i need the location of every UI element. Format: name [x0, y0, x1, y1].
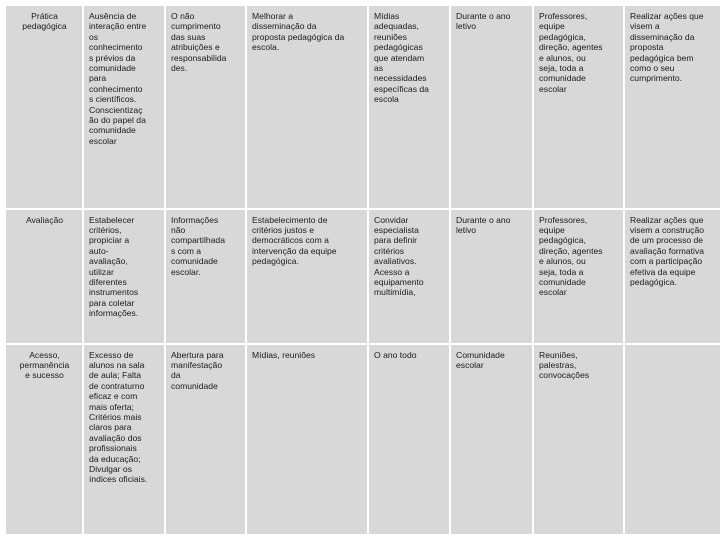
table-cell: [84, 345, 164, 534]
cell-text: Realizar ações que visem a construção de um processo de avaliação formativa com a participação efetiva da equipe pedagógica.: [630, 214, 705, 287]
table-cell: [166, 345, 245, 534]
cell-text: Reuniões, palestras, convocações: [539, 349, 590, 381]
table-cell: [247, 6, 367, 208]
row-header-cell: [6, 6, 82, 208]
cell-text: Mídias adequadas, reuniões pedagógicas que atendam as necessidades específicas da escola: [374, 11, 429, 105]
table-row: [6, 345, 720, 534]
cell-text: O não cumprimento das suas atribuições e responsabilida des.: [171, 11, 227, 74]
cell-text: Estabelecimento de critérios justos e democráticos com a intervenção da equipe pedagógica.: [252, 214, 337, 267]
action-plan-table: [4, 4, 720, 536]
cell-text: Prática pedagógica: [22, 11, 67, 32]
table-cell: [247, 210, 367, 343]
row-header-cell: [6, 210, 82, 343]
table-row: [6, 6, 720, 208]
table-cell: [166, 6, 245, 208]
cell-text: Abertura para manifestação da comunidade: [171, 349, 224, 391]
cell-text: Informações não compartilhada s com a comunidade escolar.: [171, 214, 225, 277]
cell-text: Acesso, permanência e sucesso: [19, 349, 70, 381]
table-cell: [625, 6, 720, 208]
cell-text: Comunidade escolar: [456, 349, 505, 370]
cell-text: O ano todo: [374, 349, 417, 360]
table-cell: [534, 210, 623, 343]
table-cell: [534, 345, 623, 534]
cell-text: Realizar ações que visem a disseminação da proposta pedagógica bem como o seu cumprimento.: [630, 11, 704, 84]
cell-text: Avaliação: [25, 214, 64, 225]
cell-text: Durante o ano letivo: [456, 11, 511, 32]
table-cell: [247, 345, 367, 534]
cell-text: Excesso de alunos na sala de aula; Falta de contraturno eficaz e com mais oferta; Critérios mais claros para avaliação dos profissionais da educação; Divulgar os índices oficiais.: [89, 349, 148, 485]
table-cell: [451, 6, 532, 208]
table-cell: [625, 210, 720, 343]
cell-text: Mídias, reuniões: [252, 349, 316, 360]
cell-text: Durante o ano letivo: [456, 214, 511, 235]
table-cell: [84, 210, 164, 343]
table-cell: [534, 6, 623, 208]
cell-text: Estabelecer critérios, propiciar a auto- avaliação, utilizar diferentes instrumentos para coletar informações.: [89, 214, 139, 319]
table-cell: [451, 210, 532, 343]
table-cell: [84, 6, 164, 208]
table-cell: [625, 345, 720, 534]
table-row: [6, 210, 720, 343]
cell-text: Melhorar a disseminação da proposta pedagógica da escola.: [252, 11, 345, 53]
cell-text: Ausência de interação entre os conhecimento s prévios da comunidade para conhecimento s científicos. Conscientizaç ão do papel da comunidade escolar: [89, 11, 147, 146]
cell-text: Convidar especialista para definir critérios avaliativos. Acesso a equipamento multimídia,: [374, 214, 424, 298]
cell-text: Professores, equipe pedagógica, direção, agentes e alunos, ou seja, toda a comunidade escolar: [539, 11, 603, 94]
row-header-cell: [6, 345, 82, 534]
table-cell: [369, 210, 449, 343]
cell-text: Professores, equipe pedagógica, direção, agentes e alunos, ou seja, toda a comunidade escolar: [539, 214, 603, 298]
table-cell: [369, 345, 449, 534]
table-cell: [369, 6, 449, 208]
table-cell: [451, 345, 532, 534]
table-cell: [166, 210, 245, 343]
